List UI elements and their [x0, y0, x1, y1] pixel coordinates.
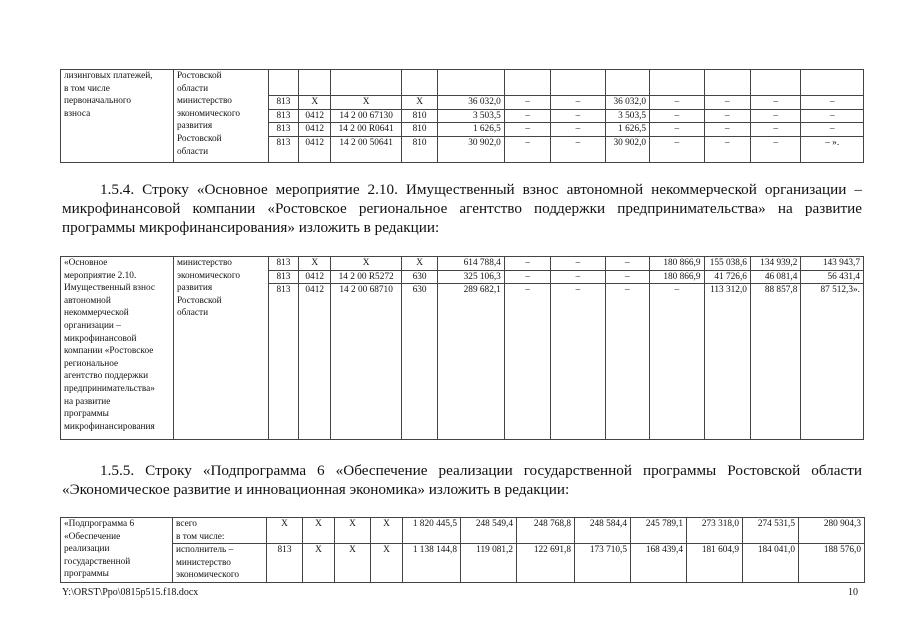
table-cell: X — [303, 544, 335, 583]
table-cell: 88 857,8 — [750, 284, 800, 440]
table-cell: 0412 — [299, 270, 331, 284]
table-cell: X — [299, 96, 331, 110]
table-cell: 813 — [268, 96, 298, 110]
table-cell: – ». — [801, 136, 864, 162]
table-row — [61, 518, 865, 544]
table-cell: 180 866,9 — [650, 257, 704, 271]
table-cell: – — [504, 257, 550, 271]
paragraph-1-5-5: 1.5.5. Строку «Подпрограмма 6 «Обеспечение реализации государственной программы Ростовской области «Экономическое развитие и инновационная экономика» изложить в редакции: — [62, 462, 862, 498]
table-cell: 0412 — [299, 284, 331, 440]
cell-description: «Подпрограмма 6 «Обеспечение реализации государственной программы — [61, 518, 173, 583]
table-cell: 325 106,3 — [438, 270, 505, 284]
table-cell: – — [551, 257, 605, 271]
table-cell: – — [801, 96, 864, 110]
cell-executor: министерство экономического развития Ростовской области — [173, 257, 268, 440]
table-cell: 248 549,4 — [461, 518, 517, 544]
table-cell: – — [605, 270, 649, 284]
table-cell: 168 439,4 — [631, 544, 687, 583]
table-cell: 14 2 00 R0641 — [331, 123, 402, 137]
table-cell: – — [801, 123, 864, 137]
table-cell: 810 — [401, 109, 437, 123]
table-cell: – — [750, 136, 800, 162]
table-cell: – — [704, 123, 750, 137]
table-cell: – — [551, 136, 605, 162]
table-cell: 122 691,8 — [517, 544, 575, 583]
table-cell: – — [551, 109, 605, 123]
table-cell: X — [331, 96, 402, 110]
table-basic-event-2-10 — [60, 256, 864, 440]
table-cell: – — [504, 123, 550, 137]
table-cell: 143 943,7 — [801, 257, 864, 271]
table-cell: 289 682,1 — [438, 284, 505, 440]
table-cell: 813 — [268, 123, 298, 137]
table-cell: 56 431,4 — [801, 270, 864, 284]
table-cell — [750, 70, 800, 96]
table-cell: 155 038,6 — [704, 257, 750, 271]
table-cell: – — [650, 136, 704, 162]
table-cell: 3 503,5 — [438, 109, 505, 123]
table-cell: – — [504, 270, 550, 284]
table-cell: – — [551, 284, 605, 440]
table-cell: X — [267, 518, 303, 544]
table-cell: – — [750, 109, 800, 123]
table-cell — [704, 70, 750, 96]
table-cell — [801, 70, 864, 96]
cell-description: «Основное мероприятие 2.10. Имущественный взнос автономной некоммерческой организации – микрофинансовой компании «Ростовское региональное агентство поддержки предпринимательства» на развитие программы микрофинансирования — [61, 257, 174, 440]
table-cell: X — [371, 518, 403, 544]
table-cell: 1 820 445,5 — [403, 518, 461, 544]
table-cell: X — [335, 518, 371, 544]
table-cell: 14 2 00 67130 — [331, 109, 402, 123]
table-cell: X — [401, 96, 437, 110]
table-cell: X — [335, 544, 371, 583]
table-cell: 248 768,8 — [517, 518, 575, 544]
table-cell: X — [371, 544, 403, 583]
table-row — [61, 70, 864, 96]
table-row — [61, 544, 865, 583]
table-budget-leasing — [60, 69, 864, 163]
table-cell — [551, 70, 605, 96]
table-cell: 813 — [268, 284, 298, 440]
table-cell: 813 — [268, 270, 298, 284]
table-cell: 180 866,9 — [650, 270, 704, 284]
table-cell: 273 318,0 — [687, 518, 743, 544]
table-cell — [605, 70, 649, 96]
table-cell: 810 — [401, 123, 437, 137]
cell-executor: исполнитель – министерство экономического — [173, 544, 267, 583]
table-cell: 188 576,0 — [799, 544, 865, 583]
table-cell: 813 — [268, 109, 298, 123]
table-cell: – — [551, 96, 605, 110]
table-cell: 1 626,5 — [438, 123, 505, 137]
table-cell: 119 081,2 — [461, 544, 517, 583]
table-cell: 630 — [401, 270, 437, 284]
table-cell: 14 2 00 R5272 — [331, 270, 402, 284]
table-cell: – — [504, 284, 550, 440]
table-cell — [331, 70, 402, 96]
table-cell: 813 — [268, 136, 298, 162]
table-cell: 14 2 00 50641 — [331, 136, 402, 162]
table-cell: – — [704, 109, 750, 123]
table-cell: – — [650, 123, 704, 137]
table-cell: 0412 — [299, 109, 331, 123]
table-cell: 630 — [401, 284, 437, 440]
table-cell: – — [750, 123, 800, 137]
table-cell: 1 626,5 — [605, 123, 649, 137]
table-cell: – — [605, 257, 649, 271]
table-cell — [299, 70, 331, 96]
cell-description: лизинговых платежей, в том числе первоначального взноса — [61, 70, 174, 163]
table-cell: – — [650, 284, 704, 440]
table-cell: X — [303, 518, 335, 544]
table-cell: 14 2 00 68710 — [331, 284, 402, 440]
table-cell: 813 — [267, 544, 303, 583]
table-cell: – — [650, 109, 704, 123]
table-cell: 173 710,5 — [575, 544, 631, 583]
table-cell: X — [331, 257, 402, 271]
table-cell: 113 312,0 — [704, 284, 750, 440]
table-cell: 245 789,1 — [631, 518, 687, 544]
table-row — [61, 257, 864, 271]
table-cell: – — [750, 96, 800, 110]
table-cell — [504, 70, 550, 96]
table-cell: 248 584,4 — [575, 518, 631, 544]
table-cell: 184 041,0 — [743, 544, 799, 583]
table-cell: 1 138 144,8 — [403, 544, 461, 583]
table-cell: 30 902,0 — [438, 136, 505, 162]
table-subprogram-6 — [60, 517, 865, 583]
cell-executor: Ростовской области министерство экономического развития Ростовской области — [173, 70, 268, 163]
table-cell — [268, 70, 298, 96]
table-cell: – — [704, 96, 750, 110]
table-cell: 0412 — [299, 136, 331, 162]
table-cell: – — [605, 284, 649, 440]
table-cell: 46 081,4 — [750, 270, 800, 284]
table-cell: – — [551, 123, 605, 137]
table-cell: 36 032,0 — [438, 96, 505, 110]
table-cell — [401, 70, 437, 96]
table-cell: – — [801, 109, 864, 123]
table-cell: 87 512,3». — [801, 284, 864, 440]
table-cell: – — [504, 96, 550, 110]
table-cell: 280 904,3 — [799, 518, 865, 544]
table-cell: 36 032,0 — [605, 96, 649, 110]
paragraph-1-5-4: 1.5.4. Строку «Основное мероприятие 2.10. Имущественный взнос автономной некоммерческой организации – микрофинансовой компании «Ростовское региональное агентство поддержки предпринимательства» на развитие программы микрофинансирования» изложить в редакции: — [62, 181, 862, 236]
table-cell — [650, 70, 704, 96]
table-cell: 134 939,2 — [750, 257, 800, 271]
table-cell: – — [551, 270, 605, 284]
table-cell: 813 — [268, 257, 298, 271]
table-cell: 274 531,5 — [743, 518, 799, 544]
table-cell: 614 788,4 — [438, 257, 505, 271]
table-cell: – — [504, 109, 550, 123]
footer-file-path: Y:\ORST\Ppo\0815p515.f18.docx — [62, 587, 199, 598]
table-cell: 3 503,5 — [605, 109, 649, 123]
table-cell: – — [650, 96, 704, 110]
table-cell: – — [704, 136, 750, 162]
footer-page-number: 10 — [848, 587, 858, 598]
cell-executor: всего в том числе: — [173, 518, 267, 544]
table-cell: 41 726,6 — [704, 270, 750, 284]
table-cell: 0412 — [299, 123, 331, 137]
table-cell: X — [401, 257, 437, 271]
table-cell: X — [299, 257, 331, 271]
table-cell: 30 902,0 — [605, 136, 649, 162]
table-cell: 810 — [401, 136, 437, 162]
table-cell: 181 604,9 — [687, 544, 743, 583]
table-cell — [438, 70, 505, 96]
table-cell: – — [504, 136, 550, 162]
